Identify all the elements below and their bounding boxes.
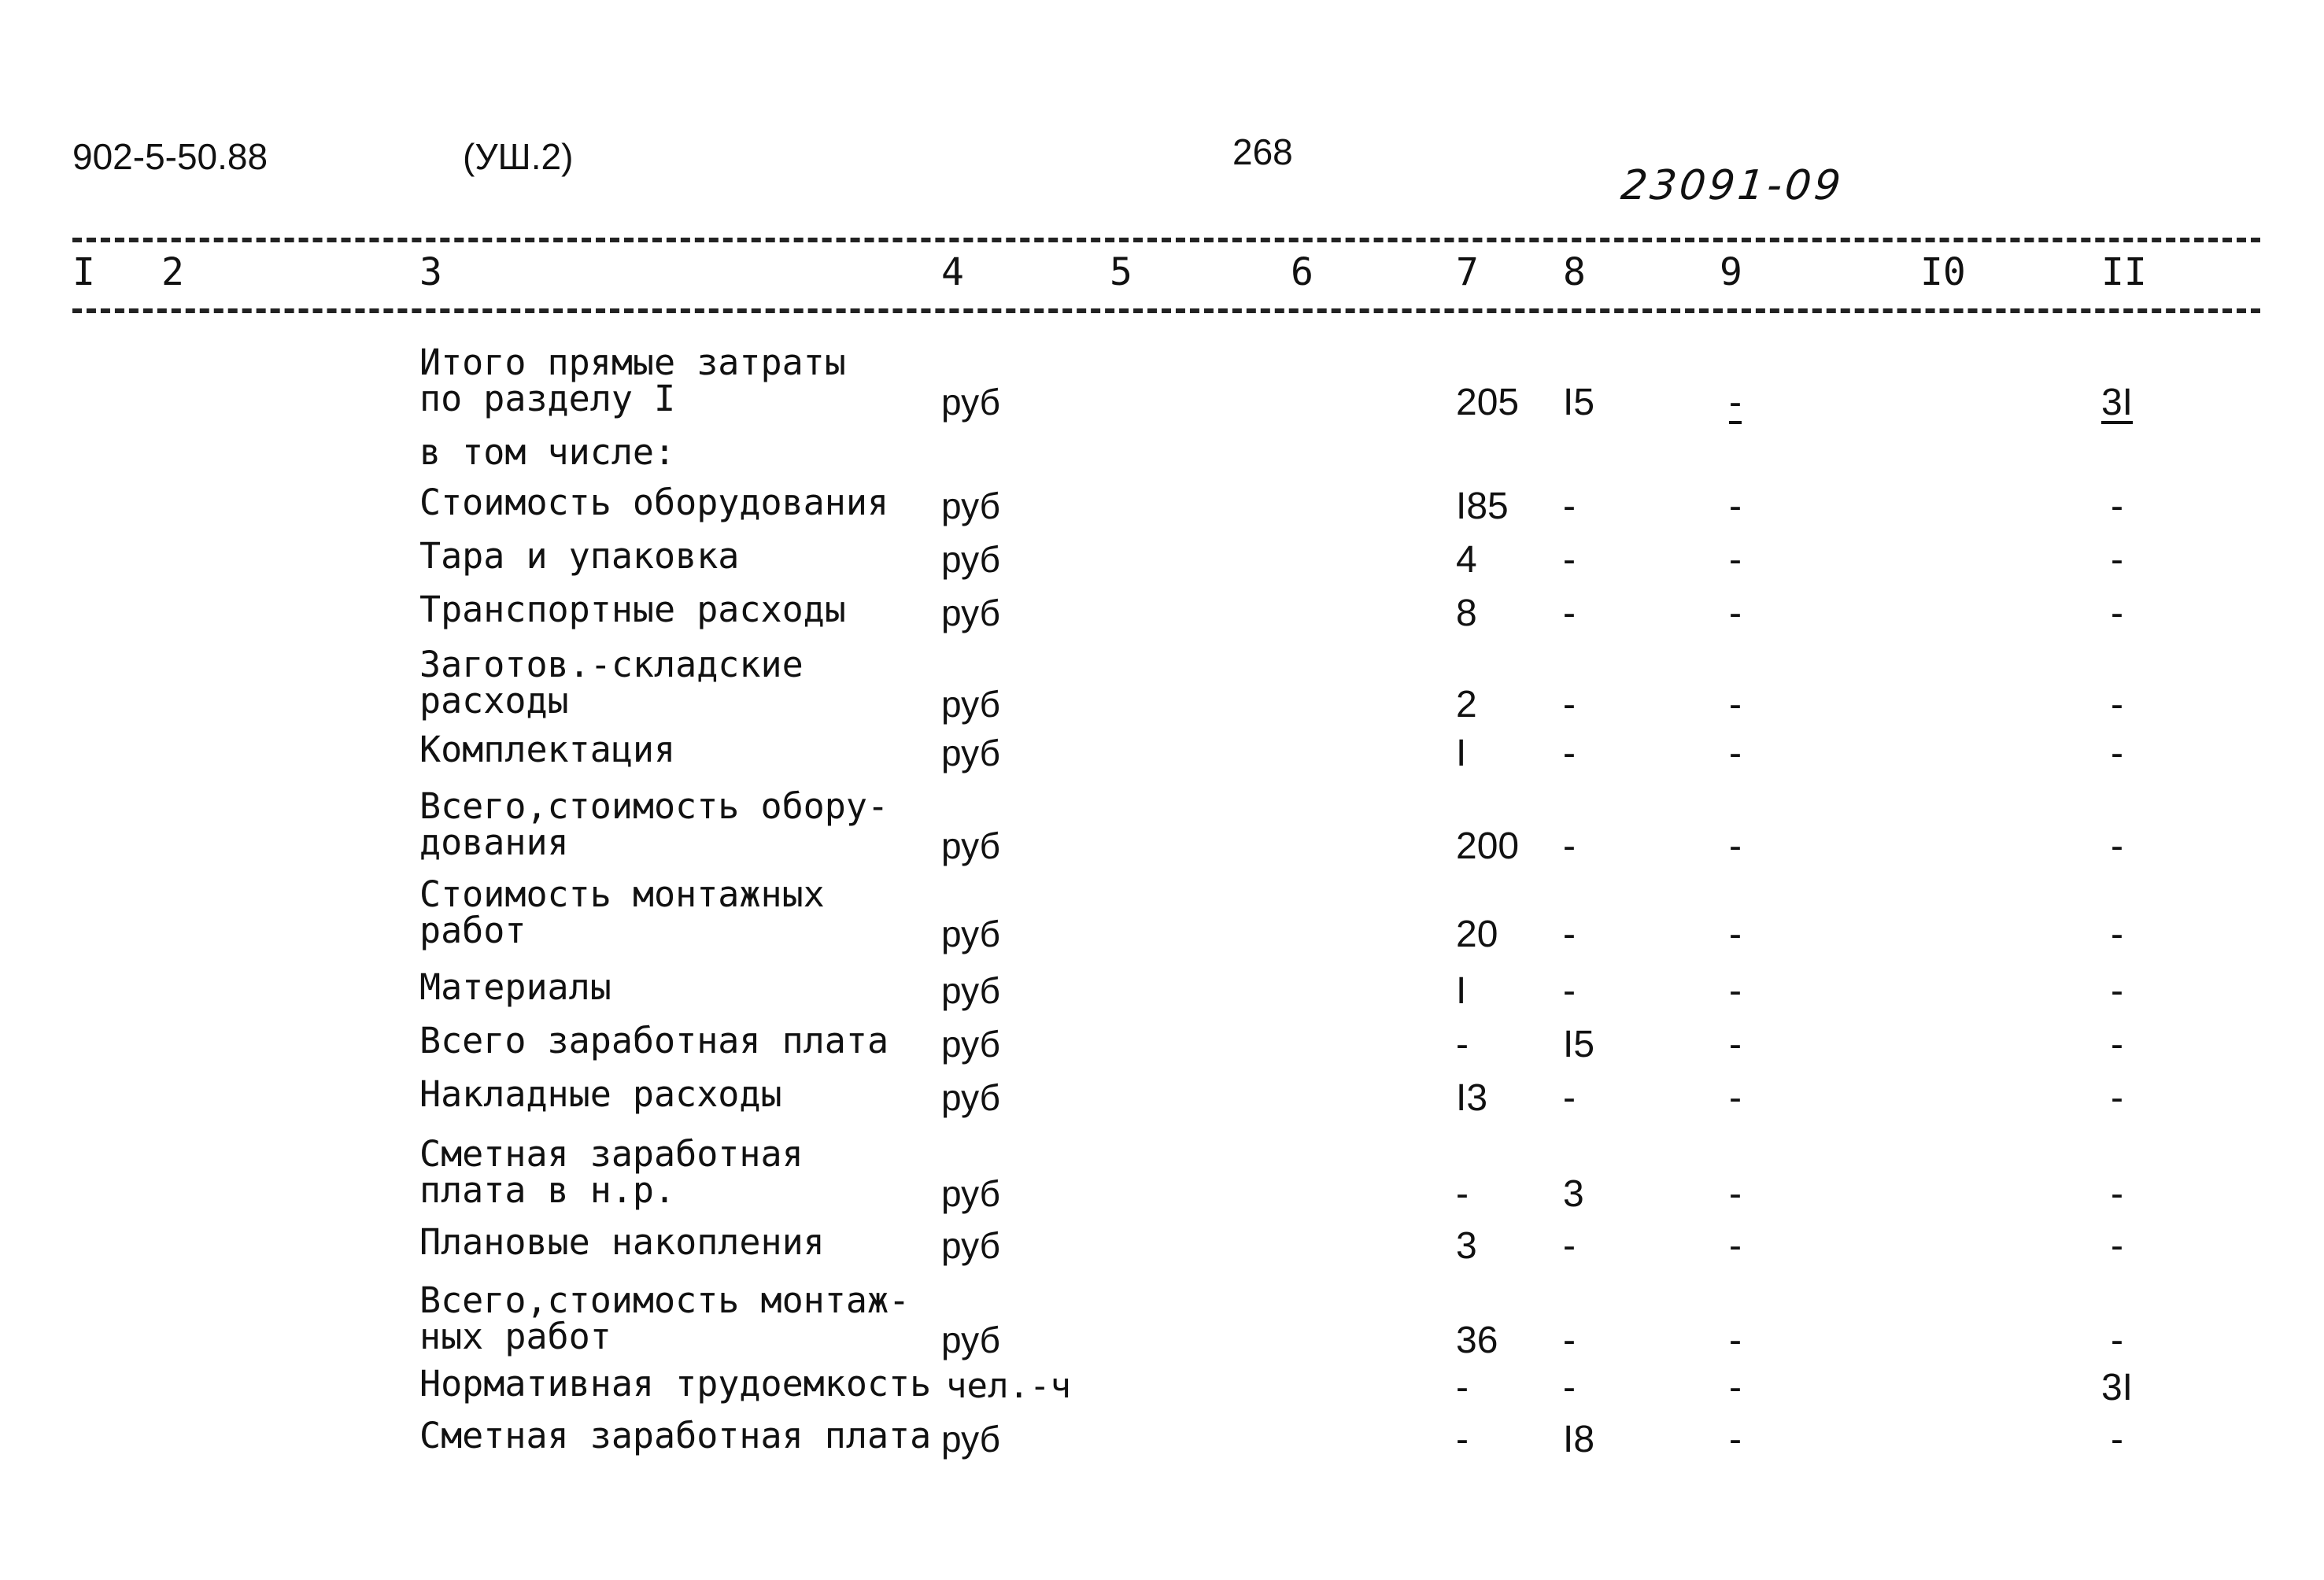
cell-col-11: - [2111,1225,2123,1267]
row-unit: руб [941,914,1000,954]
row-unit: руб [941,733,1000,773]
row-unit: руб [941,825,1000,866]
column-number: 7 [1456,250,1479,294]
cell-col-7: - [1456,1419,1469,1460]
cell-col-11: - [2111,1173,2123,1215]
cell-col-7: 2 [1456,684,1477,725]
row-unit: руб [941,1173,1000,1214]
column-number: I0 [1920,250,1966,294]
header-rule-bottom [72,308,2260,313]
column-number: 6 [1291,250,1313,294]
column-number: 8 [1563,250,1586,294]
cell-col-7: I [1456,970,1467,1012]
row-name: Всего,стоимость обору- дования [419,785,889,863]
cell-col-9: - [1729,914,1742,955]
handwritten-stamp: 23091-09 [1618,162,1846,209]
cell-col-8: - [1563,485,1576,527]
column-number: 4 [941,250,964,294]
row-unit: руб [941,485,1000,526]
row-name: Стоимость оборудования [419,482,889,523]
cell-col-9: - [1729,485,1742,527]
cell-col-8: I8 [1563,1419,1595,1460]
cell-col-9: - [1729,1077,1742,1119]
cell-col-8: I5 [1563,1024,1595,1065]
row-name: Транспортные расходы [419,589,846,630]
cell-col-9: - [1729,733,1742,774]
row-name: Плановые накопления [419,1221,825,1263]
row-unit: руб [941,1225,1000,1266]
cell-col-7: 8 [1456,592,1477,634]
cell-col-11: - [2111,485,2123,527]
row-unit: руб [941,970,1000,1011]
cell-col-11: - [2111,970,2123,1012]
row-unit: руб [941,539,1000,580]
cell-col-8: - [1563,1320,1576,1361]
row-name: Всего,стоимость монтаж- ных работ [419,1279,911,1357]
cell-col-7: - [1456,1024,1469,1065]
cell-col-7: - [1456,1367,1469,1408]
row-unit: руб [941,1419,1000,1460]
row-unit: чел.-ч [946,1366,1071,1406]
cell-col-8: I5 [1563,382,1595,423]
row-name: Итого прямые затраты по разделу I [419,341,846,419]
cell-col-9: - [1729,825,1742,867]
cell-col-9: - [1729,970,1742,1012]
cell-col-7: I85 [1456,485,1509,527]
cell-col-8: - [1563,684,1576,725]
cell-col-11: - [2111,684,2123,725]
cell-col-11: - [2111,1320,2123,1361]
column-number: I [72,250,95,294]
page-number: 268 [1232,131,1293,172]
row-name: Сметная заработная плата в н.р. [419,1133,804,1211]
row-name: Комплектация [419,729,676,770]
row-name: Всего заработная плата [419,1020,889,1061]
cell-col-11: 3I [2100,382,2134,423]
cell-col-9: - [1729,1225,1742,1267]
cell-col-9: - [1729,382,1742,423]
row-unit: руб [941,382,1000,423]
column-number: II [2101,250,2147,294]
cell-col-9: - [1729,539,1742,581]
row-name: Нормативная трудоемкость [419,1363,932,1405]
row-unit: руб [941,684,1000,725]
section-label: (УШ.2) [463,136,574,177]
cell-col-11: - [2111,733,2123,774]
cell-col-7: 36 [1456,1320,1498,1361]
cell-col-9: - [1729,1024,1742,1065]
cell-col-8: - [1563,914,1576,955]
row-unit: руб [941,1320,1000,1360]
cell-col-11: - [2111,539,2123,581]
cell-col-11: - [2111,1419,2123,1460]
row-name: в том числе: [419,431,676,473]
cell-col-11: - [2111,592,2123,634]
column-number: 9 [1720,250,1742,294]
row-name: Материалы [419,966,611,1008]
row-unit: руб [941,592,1000,633]
cell-col-8: - [1563,970,1576,1012]
cell-col-7: 205 [1456,382,1520,423]
cell-col-8: - [1563,1367,1576,1408]
cell-col-7: 4 [1456,539,1477,581]
cell-col-8: - [1563,825,1576,867]
cell-col-8: - [1563,733,1576,774]
column-number: 5 [1110,250,1132,294]
cell-col-11: - [2111,1024,2123,1065]
cell-col-11: - [2111,825,2123,867]
row-name: Стоимость монтажных работ [419,873,825,951]
cell-col-11: - [2111,914,2123,955]
header-rule-top [72,238,2260,242]
cell-col-7: I [1456,733,1467,774]
cell-col-7: 200 [1456,825,1520,867]
cell-col-11: 3I [2100,1367,2134,1408]
row-name: Заготов.-складские расходы [419,644,804,722]
cell-col-8: - [1563,1225,1576,1267]
row-unit: руб [941,1024,1000,1065]
row-name: Сметная заработная плата [419,1415,932,1456]
cell-col-8: - [1563,1077,1576,1119]
cell-col-9: - [1729,1173,1742,1215]
cell-col-8: - [1563,592,1576,634]
cell-col-7: 20 [1456,914,1498,955]
cell-col-11: - [2111,1077,2123,1119]
cell-col-8: 3 [1563,1173,1584,1215]
cell-col-7: - [1456,1173,1469,1215]
cell-col-8: - [1563,539,1576,581]
document-code: 902-5-50.88 [72,136,268,177]
cell-col-9: - [1729,1367,1742,1408]
cell-col-9: - [1729,1320,1742,1361]
cell-col-9: - [1729,684,1742,725]
cell-col-7: I3 [1456,1077,1488,1119]
row-name: Тара и упаковка [419,535,740,577]
column-number: 3 [419,250,442,294]
row-name: Накладные расходы [419,1073,782,1115]
cell-col-9: - [1729,592,1742,634]
cell-col-9: - [1729,1419,1742,1460]
column-number: 2 [161,250,184,294]
cell-col-7: 3 [1456,1225,1477,1267]
row-unit: руб [941,1077,1000,1118]
